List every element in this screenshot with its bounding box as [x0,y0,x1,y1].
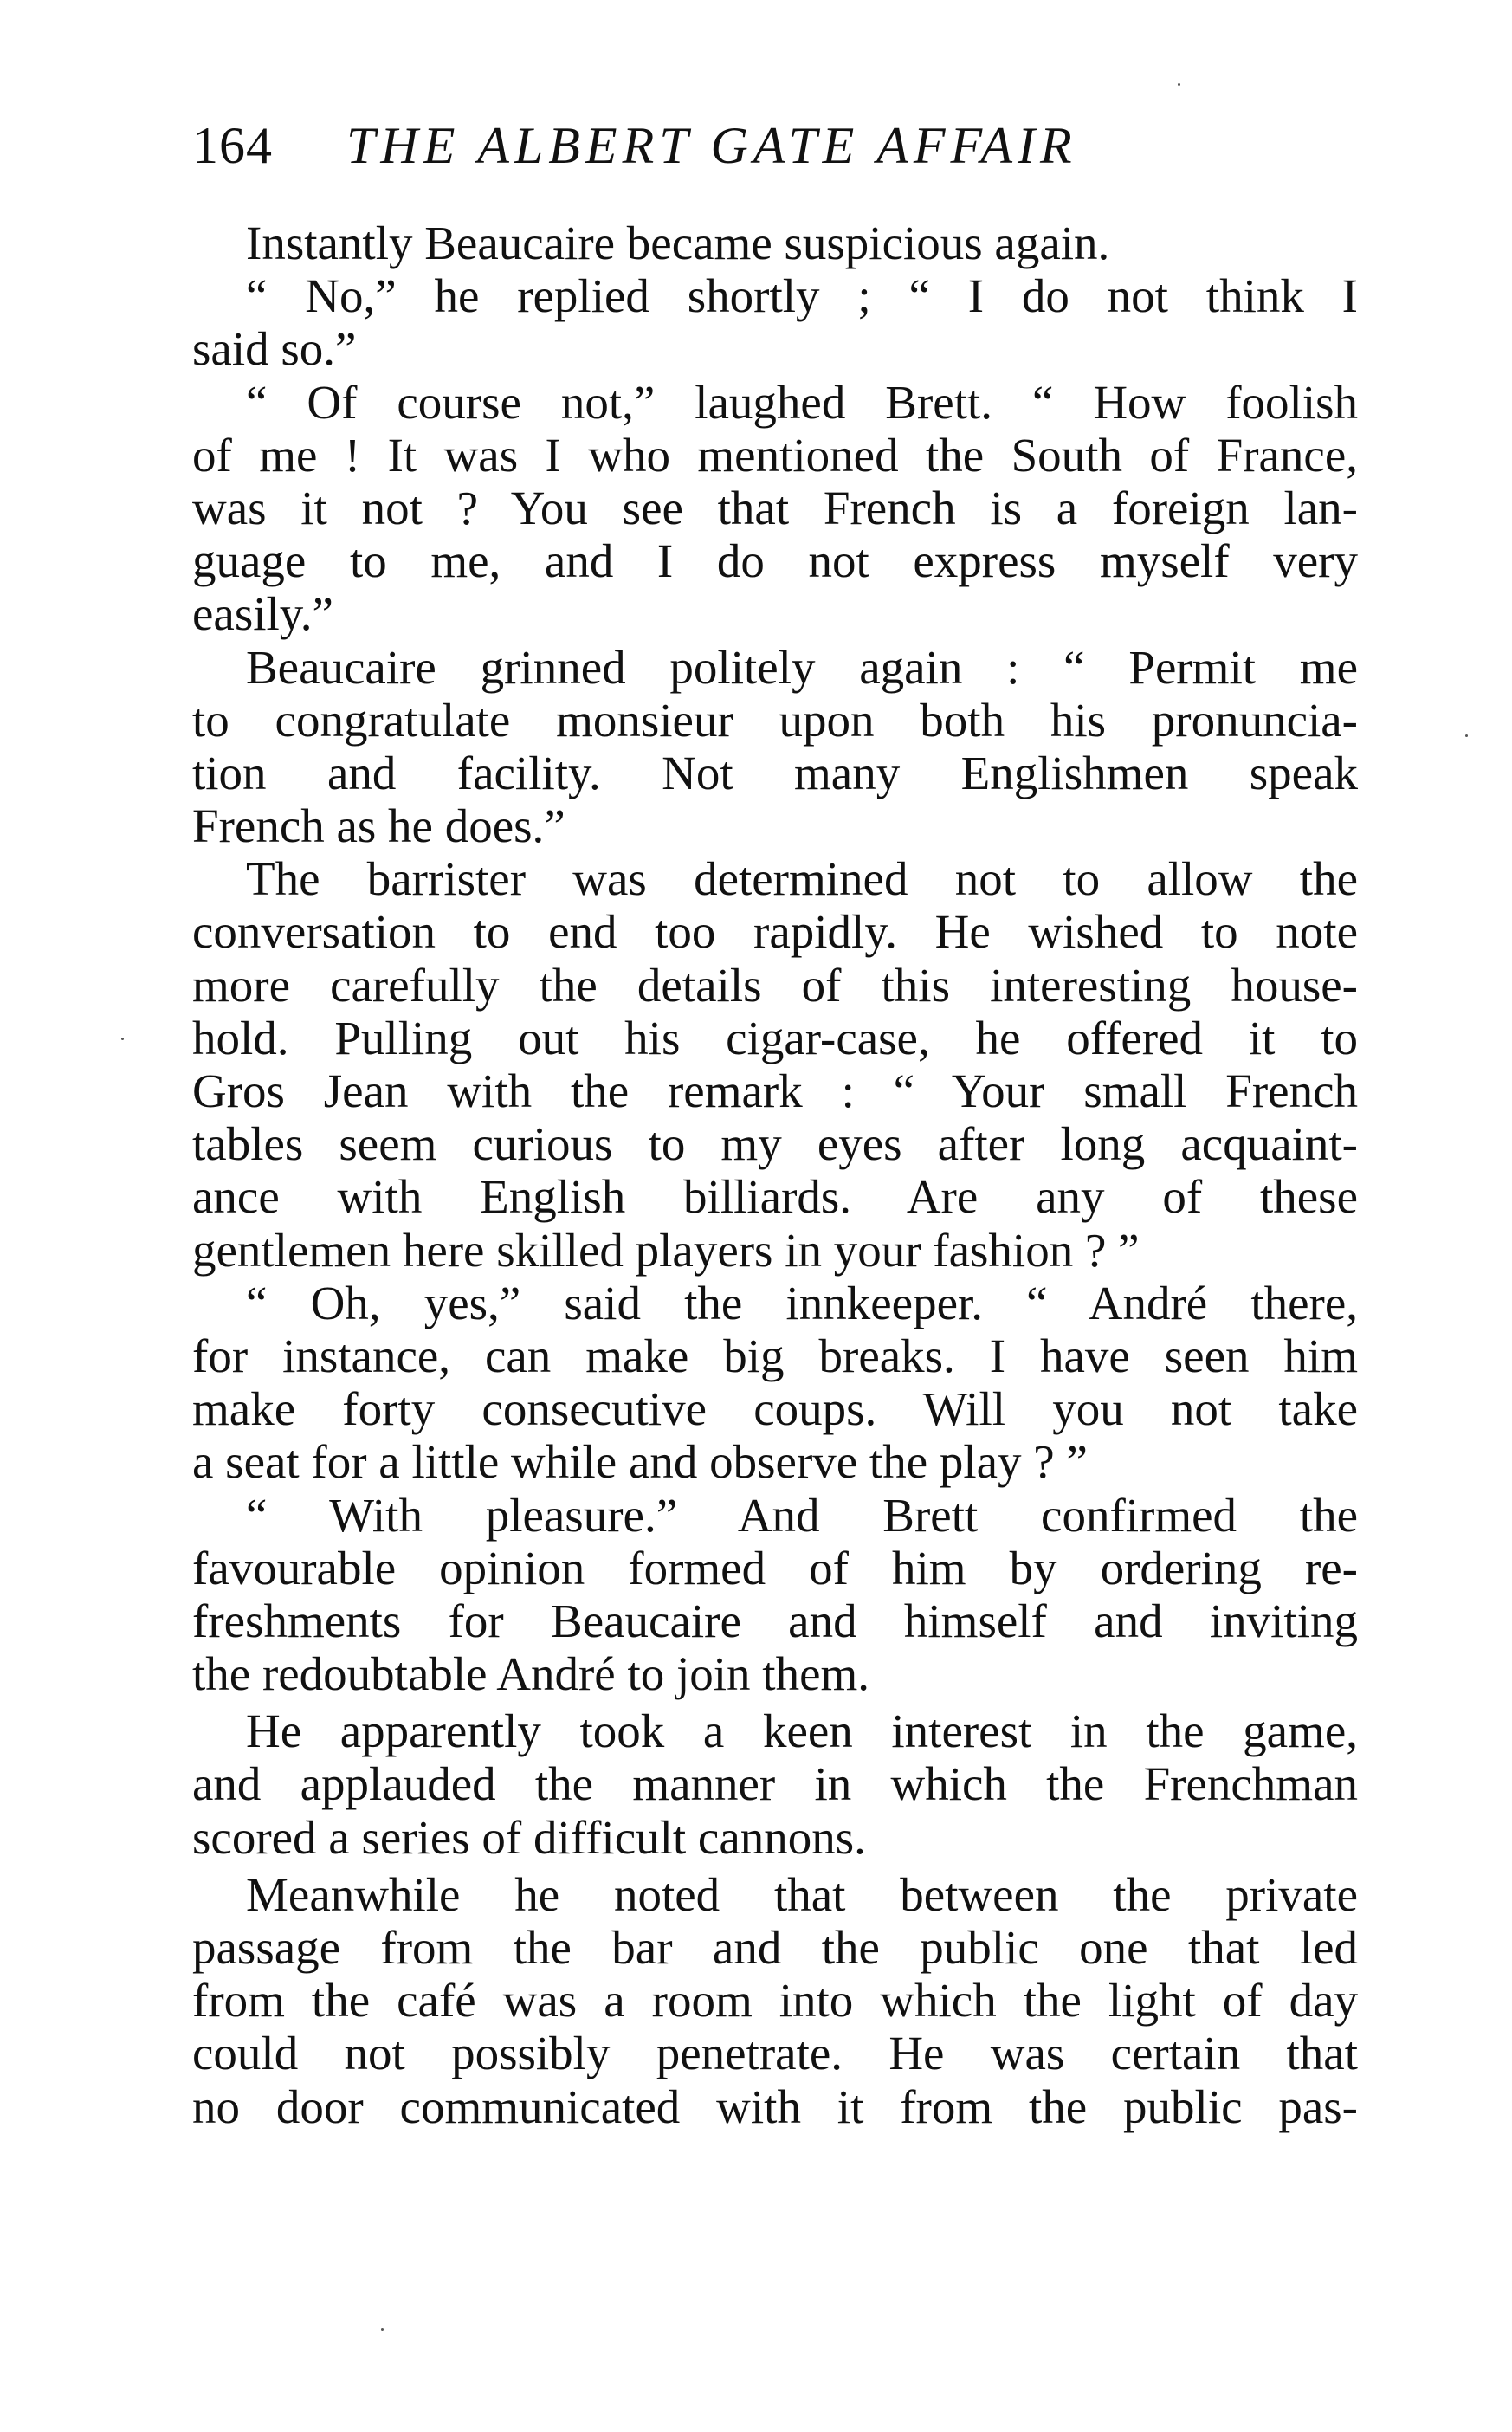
book-title: THE ALBERT GATE AFFAIR [346,117,1077,174]
text-line: “ No,” he replied shortly ; “ I do not think I [246,269,1358,323]
text-line: hold. Pulling out his cigar-case, he offered it to [192,1011,1358,1064]
text-line: favourable opinion formed of him by ordering re- [192,1541,1358,1594]
text-line: make forty consecutive coups. Will you not take [192,1382,1358,1436]
scan-speck [1178,83,1180,86]
text-line: from the café was a room into which the light of day [192,1974,1358,2028]
scan-speck [121,1038,124,1040]
text-line: conversation to end too rapidly. He wished to note [192,905,1358,959]
text-line: ance with English billiards. Are any of these [192,1170,1358,1224]
text-line: tables seem curious to my eyes after long acquaint- [192,1117,1358,1171]
scan-speck [1465,734,1468,737]
text-line: gentlemen here skilled players in your fashion ? ” [192,1223,1140,1277]
text-line: of me ! It was I who mentioned the South of France, [192,428,1358,482]
text-line: easily.” [192,587,333,641]
text-line: the redoubtable André to join them. [192,1647,870,1701]
text-line: no door communicated with it from the public pas- [192,2079,1358,2133]
text-line: freshments for Beaucaire and himself and inviting [192,1594,1358,1647]
text-line: Beaucaire grinned politely again : “ Permit me [246,640,1358,694]
text-line: said so.” [192,322,357,376]
running-head [192,111,1361,180]
scan-speck [381,2328,384,2331]
text-line: French as he does.” [192,799,565,853]
text-line: and applauded the manner in which the Frenchman [192,1757,1358,1811]
page-number: 164 [192,117,273,174]
text-line: was it not ? You see that French is a foreign lan- [192,481,1358,534]
text-line: “ Oh, yes,” said the innkeeper. “ André there, [246,1276,1358,1329]
text-line: Instantly Beaucaire became suspicious again. [246,217,1110,269]
text-line: The barrister was determined not to allow the [246,852,1358,906]
text-line: could not possibly penetrate. He was certain that [192,2027,1358,2080]
text-line: “ With pleasure.” And Brett confirmed the [246,1488,1358,1542]
text-line: for instance, can make big breaks. I have seen him [192,1329,1358,1382]
text-line: tion and facility. Not many Englishmen speak [192,746,1358,799]
text-line: more carefully the details of this interesting house- [192,958,1358,1012]
text-line: to congratulate monsieur upon both his pronuncia- [192,693,1358,747]
body-text [192,217,1358,2133]
text-line: passage from the bar and the public one that led [192,1921,1358,1974]
text-line: guage to me, and I do not express myself very [192,534,1358,588]
text-line: “ Of course not,” laughed Brett. “ How foolish [246,375,1358,429]
text-line: Meanwhile he noted that between the private [246,1867,1358,1921]
text-line: a seat for a little while and observe the play ? ” [192,1435,1088,1489]
text-line: He apparently took a keen interest in the game, [246,1704,1358,1758]
text-line: Gros Jean with the remark : “ Your small French [192,1064,1358,1117]
text-line: scored a series of difficult cannons. [192,1810,866,1864]
